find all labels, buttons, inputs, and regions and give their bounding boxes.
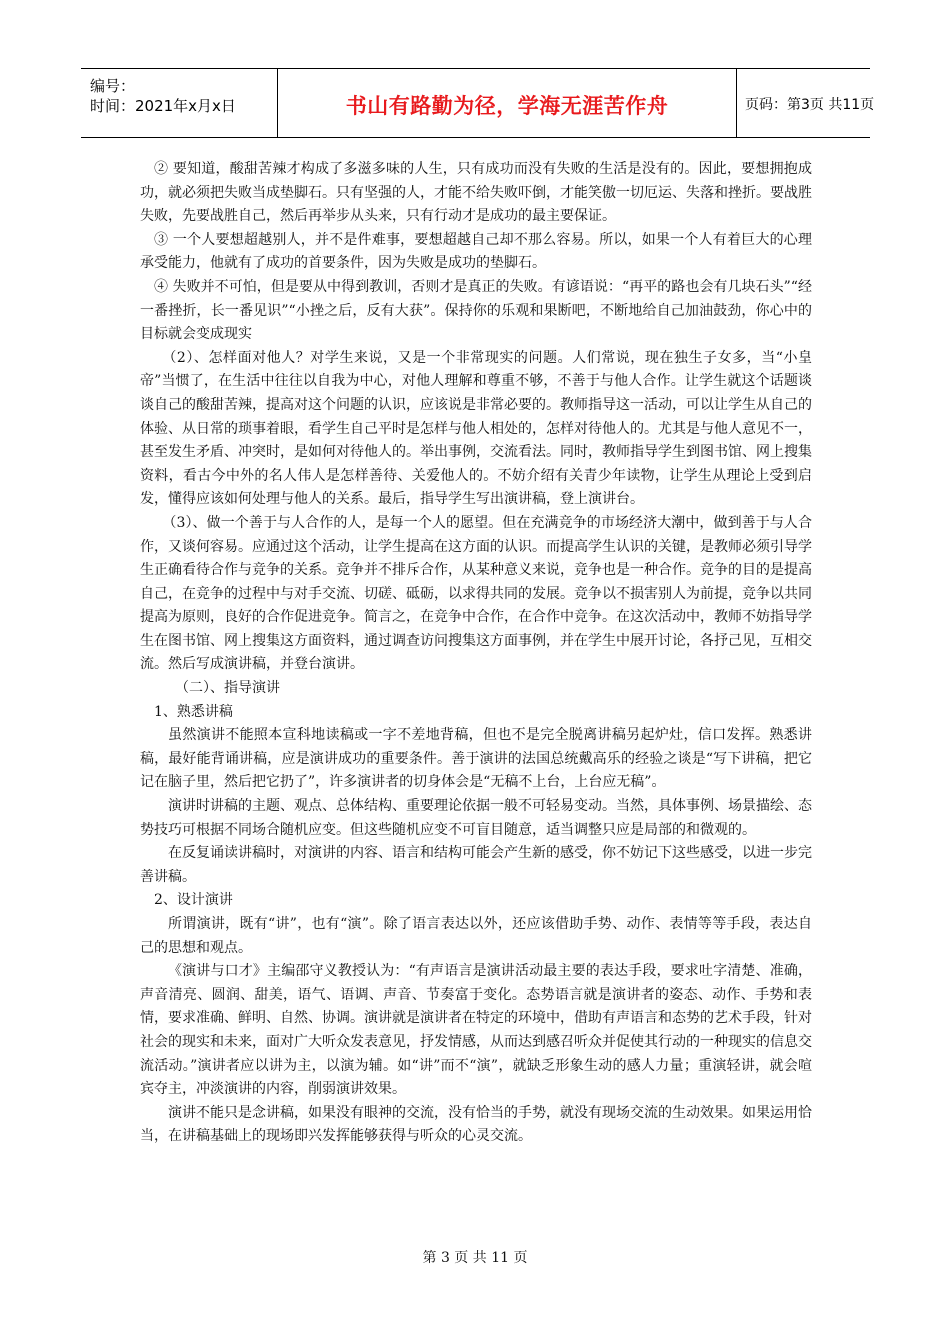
paragraph-point-3: ③ 一个人要想超越别人，并不是件难事，要想超越自己却不那么容易。所以，如果一个人有着巨大的心理承受能力，他就有了成功的首要条件，因为失败是成功的垫脚石。 (140, 231, 812, 272)
paragraph-familiarize-3: 在反复诵读讲稿时，对演讲的内容、语言和结构可能会产生新的感受，你不妨记下这些感受，以进一步完善讲稿。 (140, 845, 812, 885)
paragraph-section-3: （3）、做一个善于与人合作的人，是每一个人的愿望。但在充满竞争的市场经济大潮中，做到善于与人合作，又谈何容易。应通过这个活动，让学生提高在这方面的认识。而提高学生认识的关键，是教师必须引导学生正确看待合作与竞争的关系。竞争并不排斥合作，从某种意义来说，竞争也是一种合作。竞争的目的是提高自己，在竞争的过程中与对手交流、切磋、砥砺，以求得共同的发展。竞争以不损害别人为前提，竞争以共同提高为原则，良好的合作促进竞争。简言之，在竞争中合作，在合作中竞争。在这次活动中，教师不妨指导学生在图书馆、网上搜集这方面资料，通过调查访问搜集这方面事例，并在学生中展开讨论，各抒己见，互相交流。然后写成演讲稿，并登台演讲。 (140, 514, 812, 673)
paragraph-design-2: 《演讲与口才》主编邵守义教授认为：“有声语言是演讲活动最主要的表达手段，要求吐字清楚、准确，声音清亮、圆润、甜美，语气、语调、声音、节奏富于变化。态势语言就是演讲者的姿态、动作、手势和表情，要求准确、鲜明、自然、协调。演讲就是演讲者在特定的环境中，借助有声语言和态势的艺术手段，针对社会的现实和未来，面对广大听众发表意见，抒发情感，从而达到感召听众并促使其行动的一种现实的信息交流活动。”演讲者应以讲为主，以演为辅。如“讲”而不“演”，就缺乏形象生动的感人力量；重演轻讲，就会喧宾夺主，冲淡演讲的内容，削弱演讲效果。 (140, 963, 812, 1098)
paragraph-section-2: （2）、怎样面对他人？对学生来说，又是一个非常现实的问题。人们常说，现在独生子女多，当“小皇帝”当惯了，在生活中往往以自我为中心，对他人理解和尊重不够，不善于与他人合作。让学生就这个话题谈谈自己的酸甜苦辣，提高对这个问题的认识，应该说是非常必要的。教师指导这一活动，可以让学生从自己的体验、从日常的琐事着眼，看学生自己平时是怎样与他人相处的，怎样对待他人的。尤其是与他人意见不一，甚至发生矛盾、冲突时，是如何对待他人的。举出事例，交流看法。同时，教师指导学生到图书馆、网上搜集资料，看古今中外的名人伟人是怎样善待、关爱他人的。不妨介绍有关青少年读物，让学生从理论上受到启发，懂得应该如何处理与他人的关系。最后，指导学生写出演讲稿，登上演讲台。 (140, 349, 812, 508)
document-number-label: 编号： (90, 77, 136, 95)
paragraph-design-3: 演讲不能只是念讲稿，如果没有眼神的交流，没有恰当的手势，就没有现场交流的生动效果。如果运用恰当，在讲稿基础上的现场即兴发挥能够获得与听众的心灵交流。 (140, 1104, 812, 1145)
header-slogan: 书山有路勤为径，学海无涯苦作舟 (345, 94, 669, 118)
heading-guide-speech: （二）、指导演讲 (175, 680, 280, 697)
paragraph-point-4: ④ 失败并不可怕，但是要从中得到教训，否则才是真正的失败。有谚语说：“再平的路也会有几块石头”“经一番挫折，长一番见识”“小挫之后，反有大获”。保持你的乐观和果断吧，不断地给自己加油鼓劲，你心中的目标就会变成现实 (140, 278, 812, 343)
header-middle-cell (277, 69, 737, 137)
header-left-cell (81, 69, 277, 137)
header-page-info: 页码：第3页 共11页 (745, 97, 875, 113)
paragraph-familiarize-2: 演讲时讲稿的主题、观点、总体结构、重要理论依据一般不可轻易变动。当然，具体事例、场景描绘、态势技巧可根据不同场合随机应变。但这些随机应变不可盲目随意，适当调整只应是局部的和微观的。 (140, 798, 812, 838)
heading-design-speech: 2、设计演讲 (154, 892, 233, 909)
header-right-cell (737, 69, 875, 137)
paragraph-point-2: ② 要知道，酸甜苦辣才构成了多滋多味的人生，只有成功而没有失败的生活是没有的。因此，要想拥抱成功，就必须把失败当成垫脚石。只有坚强的人，才能不给失败吓倒，才能笑傲一切厄运、失落和挫折。要战胜失败，先要战胜自己，然后再举步从头来，只有行动才是成功的最主要保证。 (140, 161, 812, 225)
document-date-label: 时间：2021年x月x日 (90, 97, 236, 115)
document-body (140, 158, 812, 1149)
page-footer: 第 3 页 共 11 页 (422, 1250, 528, 1266)
paragraph-design-1: 所谓演讲，既有“讲”，也有“演”。除了语言表达以外，还应该借助手势、动作、表情等等手段，表达自己的思想和观点。 (140, 916, 812, 956)
page-header (81, 68, 875, 138)
paragraph-familiarize-1: 虽然演讲不能照本宣科地读稿或一字不差地背稿，但也不是完全脱离讲稿另起炉灶，信口发挥。熟悉讲稿，最好能背诵讲稿，应是演讲成功的重要条件。善于演讲的法国总统戴高乐的经验之谈是“写下讲稿，把它记在脑子里，然后把它扔了”，许多演讲者的切身体会是“无稿不上台，上台应无稿”。 (140, 727, 812, 791)
heading-familiarize-draft: 1、熟悉讲稿 (154, 703, 233, 720)
